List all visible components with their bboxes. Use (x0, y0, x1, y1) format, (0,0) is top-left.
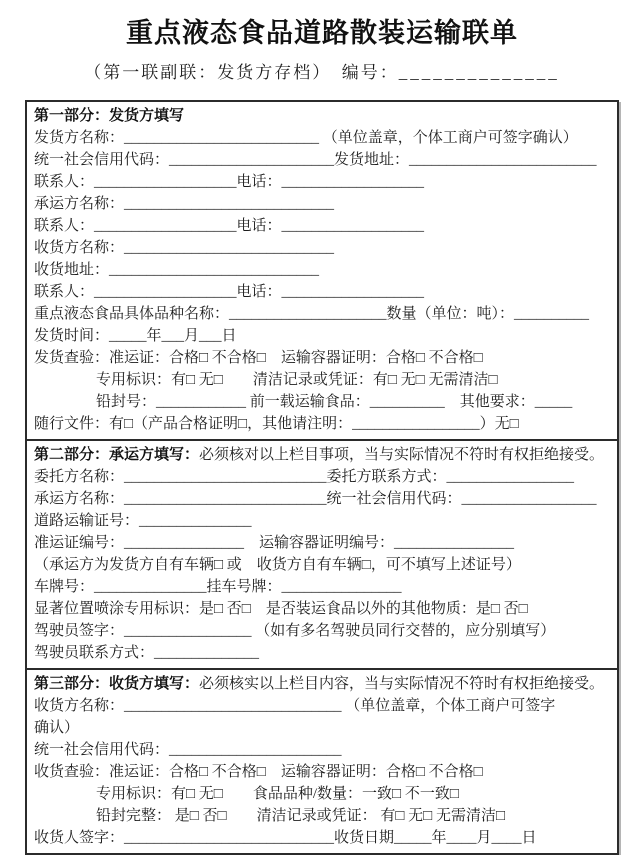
form-line: 收货地址：____________________________ (34, 262, 320, 278)
doc-subtitle (25, 62, 619, 84)
form-line: 收货方名称：_____________________________ （单位盖章，个体工商户可签字 (34, 698, 556, 714)
section-heading-line (34, 444, 610, 466)
form-line: 驾驶员签字：_________________ （如有多名驾驶员同行交替的，应分别填写） (34, 623, 556, 639)
form-section-3 (27, 668, 617, 853)
form-line: 确认） (34, 720, 80, 736)
form-line: 联系人：___________________电话：___________________ (34, 174, 425, 190)
form-line: 驾驶员联系方式：______________ (34, 645, 260, 661)
section-heading-line (34, 105, 610, 127)
form-line: 重点液态食品具体品种名称：_____________________数量（单位：吨）：__________ (34, 306, 590, 322)
doc-title: 重点液态食品道路散装运输联单 (126, 18, 518, 48)
form-line: 承运方名称：____________________________ (34, 196, 335, 212)
form-box (25, 100, 619, 855)
form-line: 准运证编号：________________ 运输容器证明编号：________________ (34, 535, 515, 551)
section-heading-line (34, 673, 610, 695)
form-line: 统一社会信用代码：_______________________ (34, 742, 342, 758)
form-line: 发货时间：_____年___月___日 (34, 328, 237, 344)
form-line: 统一社会信用代码：______________________发货地址：_________________________ (34, 152, 597, 168)
form-section-1 (27, 102, 617, 439)
form-line: 委托方名称：___________________________委托方联系方式：_________________ (34, 469, 575, 485)
form-line: 联系人：___________________电话：___________________ (34, 284, 425, 300)
form-line: 收货人签字：____________________________收货日期_____年____月____日 (34, 830, 537, 846)
form-line: 显著位置喷涂专用标识：是□ 否□ 是否装运食品以外的其他物质：是□ 否□ (34, 601, 528, 617)
form-line: 收货查验：准运证：合格□ 不合格□ 运输容器证明：合格□ 不合格□ (34, 764, 483, 780)
section-heading: 第三部分：收货方填写： (34, 675, 200, 692)
form-line: 道路运输证号：_______________ (34, 513, 252, 529)
copy-label: （第一联副联：发货方存档） 编号： (84, 63, 399, 82)
form-line: 发货查验：准运证：合格□ 不合格□ 运输容器证明：合格□ 不合格□ (34, 350, 483, 366)
section-note: 必须核对以上栏目事项，当与实际情况不符时有权拒绝接受。 (199, 447, 605, 463)
form-line: 铅封号：____________ 前一载运输食品：__________ 其他要求：_____ (96, 394, 573, 410)
section-heading: 第一部分：发货方填写 (34, 107, 185, 124)
form-line: 车牌号：_______________挂车号牌：________________ (34, 579, 402, 595)
form-line: 专用标识：有□ 无□ 清洁记录或凭证：有□ 无□ 无需清洁□ (96, 372, 498, 388)
form-section-2 (27, 439, 617, 668)
form-line: 铅封完整： 是□ 否□ 清洁记录或凭证： 有□ 无□ 无需清洁□ (96, 808, 506, 824)
form-line: 收货方名称：____________________________ (34, 240, 335, 256)
form-line: 联系人：___________________电话：___________________ (34, 218, 425, 234)
form-line: 发货方名称：__________________________ （单位盖章，个体工商户可签字确认） (34, 130, 578, 146)
form-line: 随行文件：有□（产品合格证明□，其他请注明：_________________）无□ (34, 416, 519, 432)
form-line: 专用标识：有□ 无□ 食品品种/数量：一致□ 不一致□ (96, 786, 459, 802)
form-line: 承运方名称：___________________________统一社会信用代码：__________________ (34, 491, 597, 507)
section-heading: 第二部分：承运方填写： (34, 446, 200, 463)
form-line: （承运方为发货方自有车辆□ 或 收货方自有车辆□，可不填写上述证号） (34, 557, 521, 573)
serial-number-blank: ______________ (398, 63, 560, 82)
section-note: 必须核实以上栏目内容，当与实际情况不符时有权拒绝接受。 (199, 676, 605, 692)
